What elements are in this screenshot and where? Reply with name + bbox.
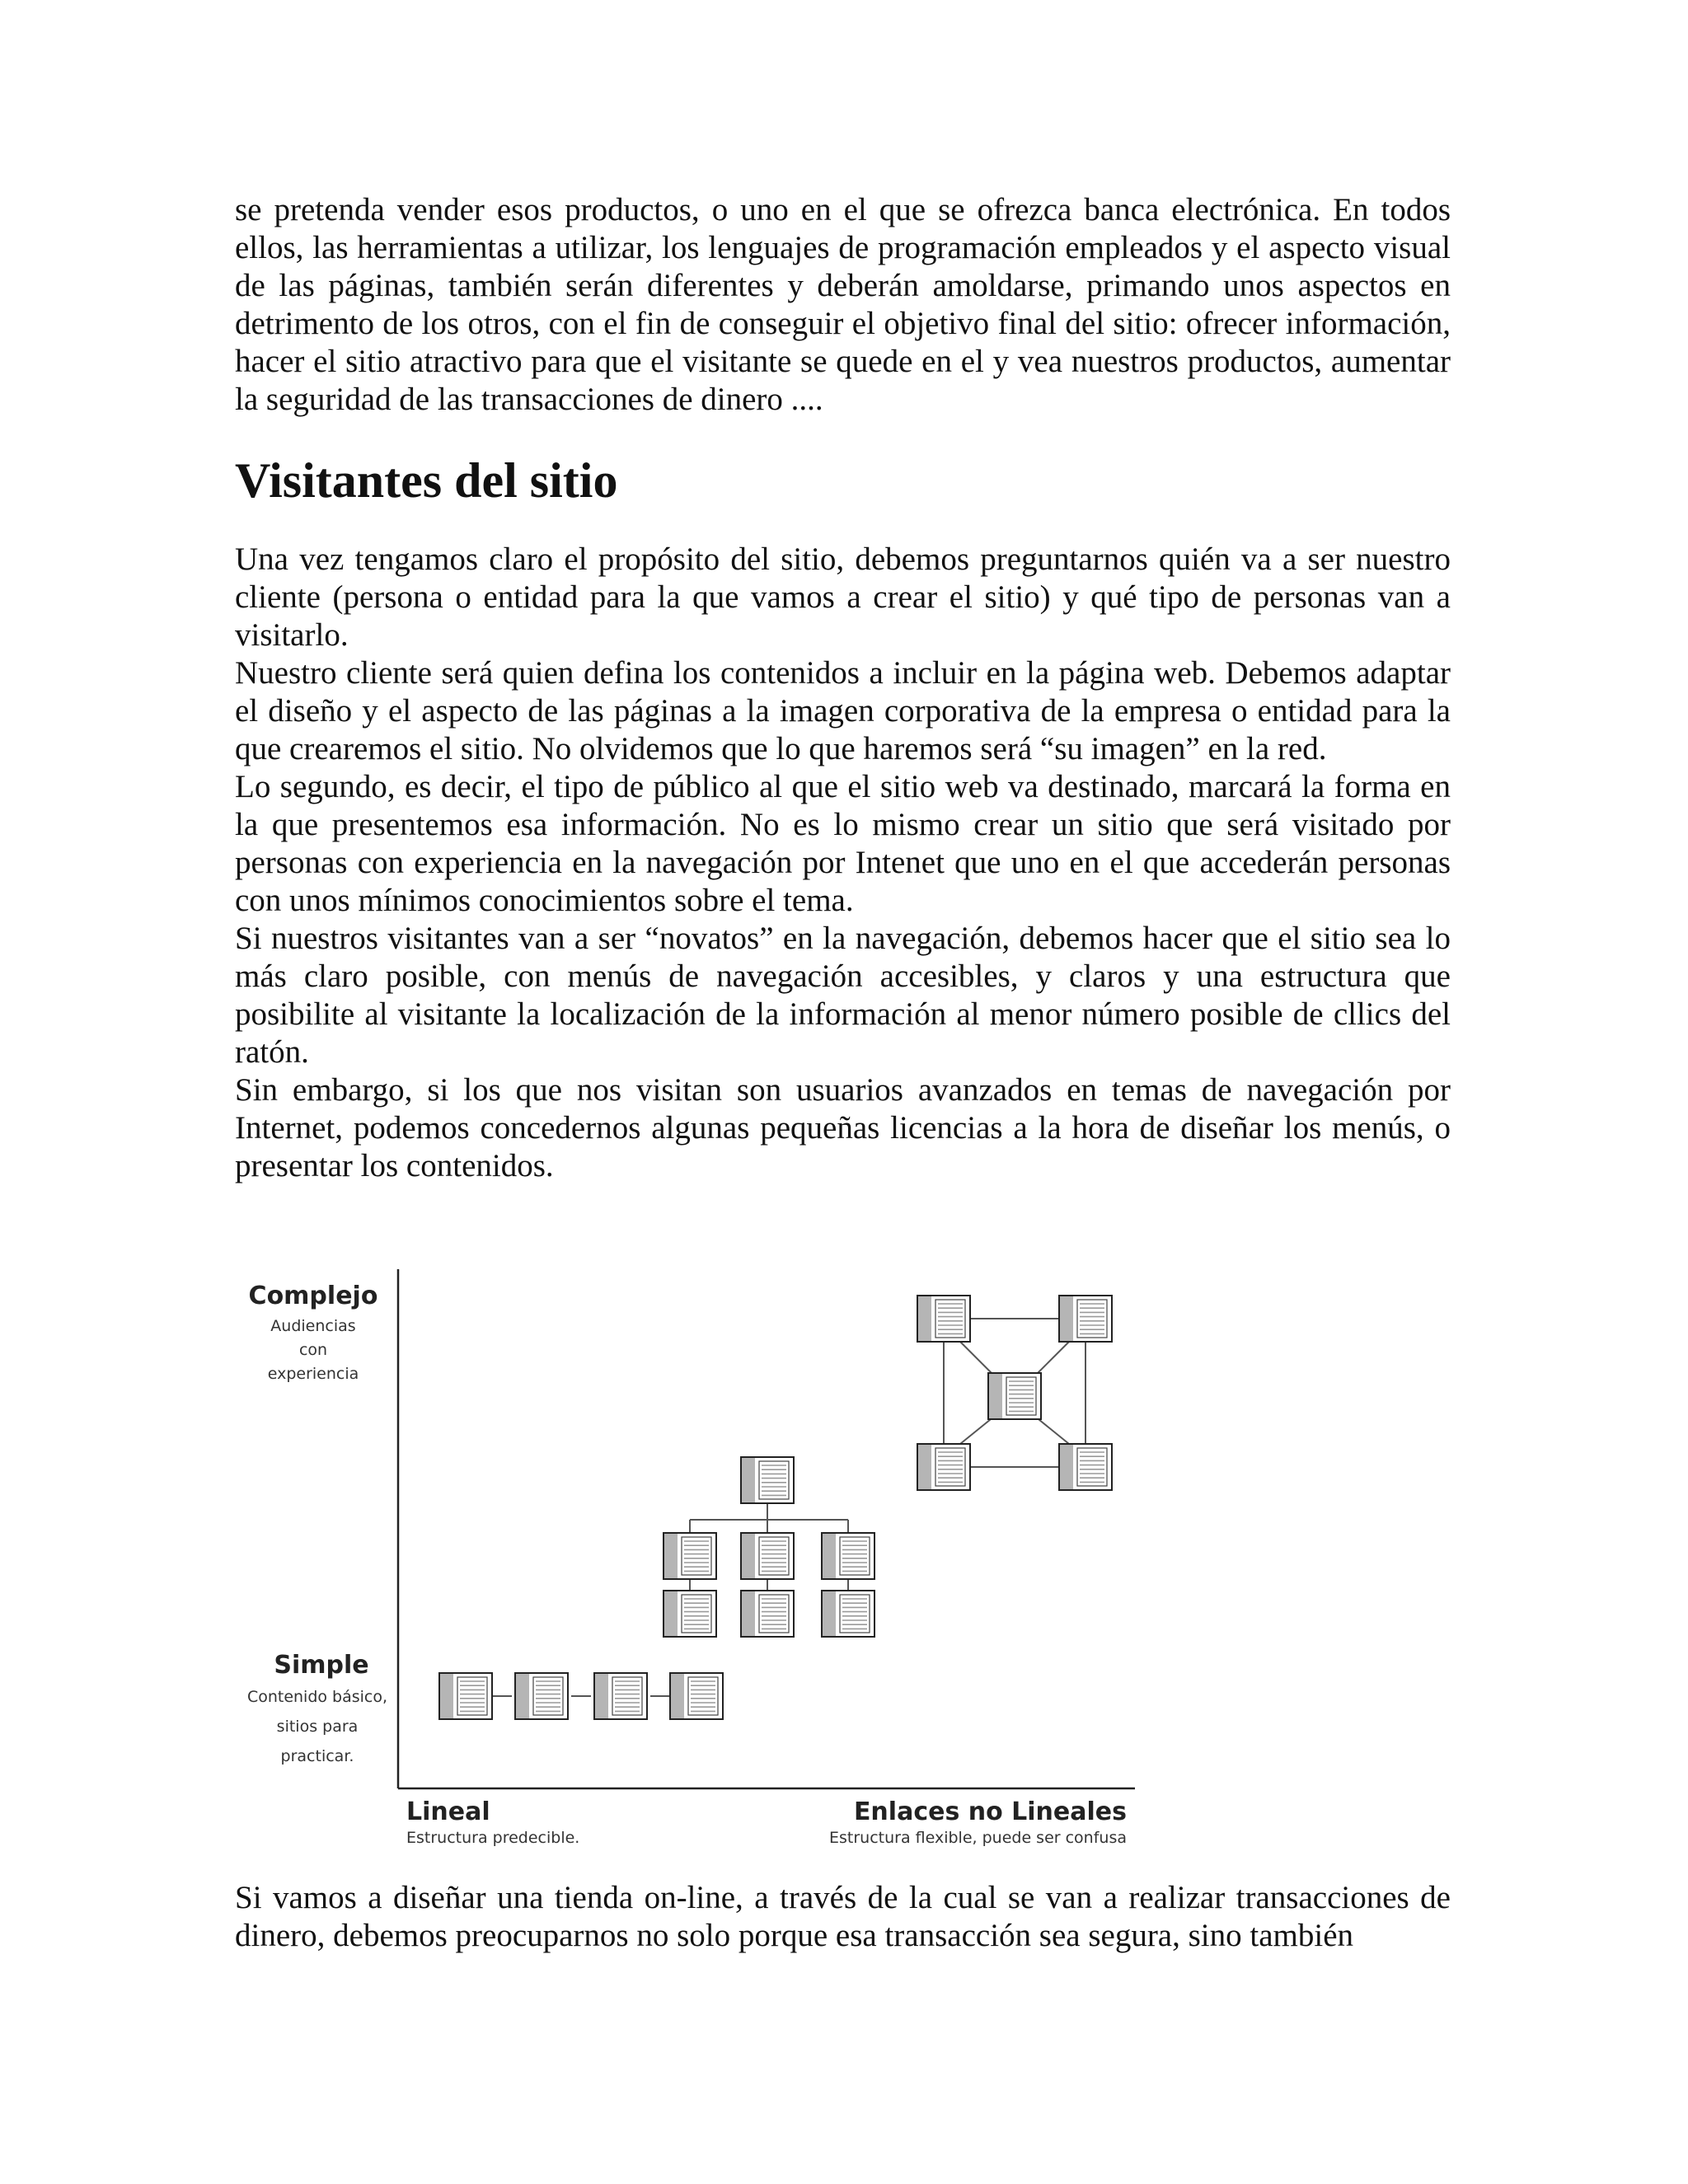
paragraph-1: Una vez tengamos claro el propósito del sitio, debemos preguntarnos quién va a ser nuestro cliente (persona o entidad para la que vamos a crear el sitio) y qué tipo de personas van a visitarlo. <box>235 541 1451 653</box>
page-icon <box>741 1533 794 1579</box>
page-icon <box>439 1673 492 1719</box>
y-top-sub-1: Audiencias <box>270 1317 356 1335</box>
paragraph-5: Sin embargo, si los que nos visitan son usuarios avanzados en temas de navegación por Internet, podemos concedernos algunas pequeñas licencias a la hora de diseñar los menús, o presentar los contenidos. <box>235 1072 1451 1183</box>
page-icon <box>741 1591 794 1637</box>
page-icons <box>439 1296 1112 1719</box>
y-bottom-sub-3: practicar. <box>280 1747 354 1765</box>
y-bottom-label: Simple <box>274 1651 369 1680</box>
document-body <box>235 191 1451 1185</box>
page-icon <box>822 1533 874 1579</box>
y-bottom-sub-2: sitios para <box>276 1718 359 1736</box>
page-icon <box>917 1296 970 1342</box>
y-bottom-sub-1: Contenido básico, <box>246 1688 388 1706</box>
x-left-sub: Estructura predecible. <box>406 1829 580 1846</box>
y-top-sub-3: experiencia <box>267 1365 359 1383</box>
page-icon <box>988 1373 1041 1419</box>
page-icon <box>594 1673 647 1719</box>
x-right-label: Enlaces no Lineales <box>853 1797 1127 1826</box>
section-title: Visitantes del sitio <box>235 453 618 508</box>
page-icon <box>1059 1296 1112 1342</box>
page-icon <box>1059 1444 1112 1490</box>
page-icon <box>822 1591 874 1637</box>
diagram-canvas <box>235 1269 1158 1846</box>
paragraph-4: Si nuestros visitantes van a ser “novatos” en la navegación, debemos hacer que el sitio sea lo más claro posible, con menús de navegación accesibles, y claros y una estructura que posibilite al visitante la localización de la información al menor número posible de cllics del ratón. <box>235 921 1451 1070</box>
page-icon <box>515 1673 568 1719</box>
page-icon <box>917 1444 970 1490</box>
site-structure-diagram <box>235 1269 1158 1846</box>
page-icon <box>741 1457 794 1503</box>
y-top-sub-2: con <box>298 1341 328 1359</box>
x-left-label: Lineal <box>406 1797 490 1826</box>
x-right-sub: Estructura flexible, puede ser confusa <box>829 1829 1127 1846</box>
y-top-label: Complejo <box>248 1282 378 1310</box>
closing-paragraph: Si vamos a diseñar una tienda on-line, a través de la cual se van a realizar transacciones de dinero, debemos preocuparnos no solo porque esa transacción sea segura, sino también <box>235 1880 1451 1953</box>
intro-paragraph: se pretenda vender esos productos, o uno en el que se ofrezca banca electrónica. En todos ellos, las herramientas a utilizar, los lenguajes de programación empleados y el aspecto visual de las páginas, también serán diferentes y deberán amoldarse, primando unos aspectos en detrimento de los otros, con el fin de conseguir el objetivo final del sitio: ofrecer información, hacer el sitio atractivo para que el visitante se quede en el y vea nuestros productos, aumentar la seguridad de las transacciones de dinero .... <box>235 192 1451 417</box>
paragraph-2: Nuestro cliente será quien defina los contenidos a incluir en la página web. Debemos adaptar el diseño y el aspecto de las páginas a la imagen corporativa de la empresa o entidad para la que crearemos el sitio. No olvidemos que lo que haremos será “su imagen” en la red. <box>235 655 1451 766</box>
paragraph-3: Lo segundo, es decir, el tipo de público al que el sitio web va destinado, marcará la forma en la que presentemos esa información. No es lo mismo crear un sitio que será visitado por personas con experiencia en la navegación por Intenet que uno en el que accederán personas con unos mínimos conocimientos sobre el tema. <box>235 769 1451 918</box>
page-icon <box>663 1533 716 1579</box>
page-icon <box>663 1591 716 1637</box>
page-icon <box>670 1673 723 1719</box>
